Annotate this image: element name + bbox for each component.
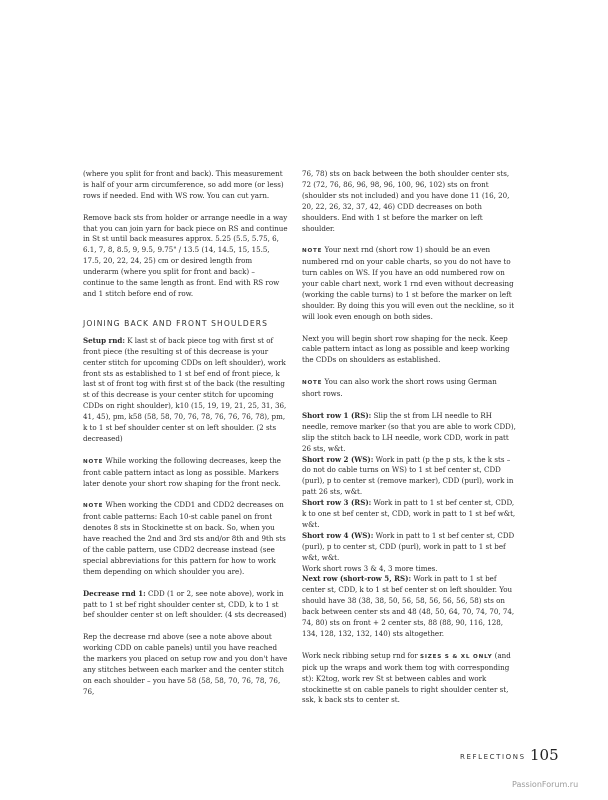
ribbing-text: Work neck ribbing setup rnd for (302, 650, 421, 660)
left-column (83, 169, 288, 709)
short-row-label: Short row 4 (WS): (302, 530, 374, 540)
section-heading: JOINING BACK AND FRONT SHOULDERS (83, 318, 269, 328)
paragraph: Remove back sts from holder or arrange needle in a way that you can join yarn for back piece on RS and continue in St st until back measures approx. 5.25 (5.5, 5.75, 6, 6.1, 7, 8, 8.5, 9, 9.5, 9.75" / 13.5 (14, 14.5, 15, 15.5, 17.5, 20, 22, 24, 25) cm or desired length from underarm (where you split for front and back) – continue to the same length as front. End with RS row and 1 stitch before end of row. (83, 212, 288, 298)
short-row-3 (302, 498, 517, 531)
note (302, 245, 517, 322)
note (83, 456, 288, 490)
note-label: NOTE (302, 380, 323, 387)
next-row-label: Next row (short-row 5, RS): (302, 574, 412, 584)
setup-label: Setup rnd: (83, 335, 125, 345)
short-row-text: Work in patt to 1 st bef center st, CDD (purl), p to center st, CDD (purl), work in patt to 1 st bef w&t, w&t. (302, 530, 515, 562)
short-row-4 (302, 531, 517, 564)
ribbing-text: (and pick up the wraps and work them tog with corresponding st): K2tog, work rev St st between cables and work stockinette st on cable panels to right shoulder center st, ssk, k back sts to center st. (302, 650, 511, 705)
setup-text: K last st of back piece tog with first st of front piece (the resulting st of this decrease is your center stitch for upcoming CDDs on left shoulder), work front sts as established to 1 st bef end of front piece, k last st of front tog with first st of the back (the resulting st of this decrease is your center stitch for upcoming CDDs on right shoulder), k10 (15, 19, 19, 21, 25, 31, 36, 41, 45), pm, k58 (58, 58, 70, 76, 78, 76, 76, 76, 78), pm, k to 1 st bef shoulder center st on left shoulder. (2 sts decreased) (83, 335, 287, 444)
paragraph: Next you will begin short row shaping for the neck. Keep cable pattern intact as long as possible and keep working the CDDs on shoulders as established. (302, 333, 510, 365)
sizes-label: SIZES S & XL ONLY (420, 653, 493, 660)
short-row-repeat: Work short rows 3 & 4, 3 more times. (302, 563, 438, 573)
note (302, 377, 517, 400)
watermark: PassionForum.ru (512, 780, 579, 789)
note-text: While working the following decreases, keep the front cable pattern intact as long as possible. Markers later denote your short row shaping for the front neck. (83, 455, 281, 488)
next-row-text: Work in patt to 1 st bef center st, CDD, k to 1 st bef center st on left shoulder. You should have 38 (38, 38, 50, 56, 58, 56, 56, 56, 58) sts on back between center sts and 48 (48, 50, 64, 70, 74, 70, 74, 74, 80) sts on front + 2 center sts, 88 (88, 90, 116, 128, 134, 128, 132, 132, 140) sts altogether. (302, 574, 515, 638)
right-column (302, 169, 517, 717)
short-row-text: Work in patt to 1 st bef center st, CDD, k to one st bef center st, CDD, work in patt to 1 st bef w&t, w&t. (302, 498, 516, 529)
setup-round (83, 336, 288, 445)
note-label: NOTE (83, 503, 104, 510)
short-row-label: Short row 3 (RS): (302, 498, 372, 508)
note-text: You can also work the short rows using German short rows. (302, 377, 497, 399)
decrease-text: CDD (1 or 2, see note above), work in patt to 1 st bef right shoulder center st, CDD, k to 1 st bef shoulder center st on left shoulder. (4 sts decreased) (83, 588, 287, 620)
short-row-text: Work in patt (p the p sts, k the k sts – do not do cable turns on WS) to 1 st bef center st, CDD (purl), p to center st (remove marker), CDD (purl), work in patt 26 sts, w&t. (302, 454, 514, 497)
page-footer (460, 748, 580, 768)
neck-ribbing (302, 651, 517, 707)
short-row-label: Short row 2 (WS): (302, 454, 374, 464)
note (83, 500, 288, 577)
next-row (302, 574, 517, 639)
paragraph: 76, 78) sts on back between the both shoulder center sts, 72 (72, 76, 86, 96, 98, 96, 100, 96, 102) sts on front (shoulder sts not included) and you have done 11 (16, 20, 20, 22, 26, 32, 37, 42, 46) CDD decreases on both shoulders. End with 1 st before the marker on left shoulder. (302, 169, 510, 233)
note-text: Your next rnd (short row 1) should be an even numbered rnd on your cable charts, so you do not have to turn cables on WS. If you have an odd numbered row on your cable chart next, work 1 rnd even without decreasing (working the cable turns) to 1 st before the marker on left shoulder. By doing this you will even out the neckline, so it will look even enough on both sides. (302, 245, 515, 321)
note-label: NOTE (83, 458, 104, 465)
page-number: 105 (530, 746, 559, 764)
short-row-label: Short row 1 (RS): (302, 410, 372, 420)
footer-label: REFLECTIONS (460, 753, 526, 761)
note-label: NOTE (302, 248, 323, 255)
paragraph: Rep the decrease rnd above (see a note above about working CDD on cable panels) until you have reached the markers you placed on setup row and you don't have any stitches between each marker and the center stitch on each shoulder – you have 58 (58, 58, 70, 76, 78, 76, 76, (83, 632, 288, 696)
short-row-text: Slip the st from LH needle to RH needle, remove marker (so that you are able to work CDD), slip the stitch back to LH needle, work CDD, work in patt 26 sts, w&t. (302, 410, 516, 453)
note-text: When working the CDD1 and CDD2 decreases on front cable patterns: Each 10-st cable panel on front denotes 8 sts in Stockinette st on back. So, when you have reached the 2nd and 3rd sts and/or 8th and 9th sts of the cable pattern, use CDD2 decrease instead (see special abbreviations for this pattern for how to work them depending on which shoulder you are). (83, 500, 286, 576)
short-row-2 (302, 455, 517, 499)
paragraph: (where you split for front and back). This measurement is half of your arm circumference, so add more (or less) rows if needed. End with WS row. You can cut yarn. (83, 169, 284, 200)
short-row-1 (302, 411, 517, 455)
decrease-round (83, 589, 288, 622)
decrease-label: Decrease rnd 1: (83, 588, 146, 598)
